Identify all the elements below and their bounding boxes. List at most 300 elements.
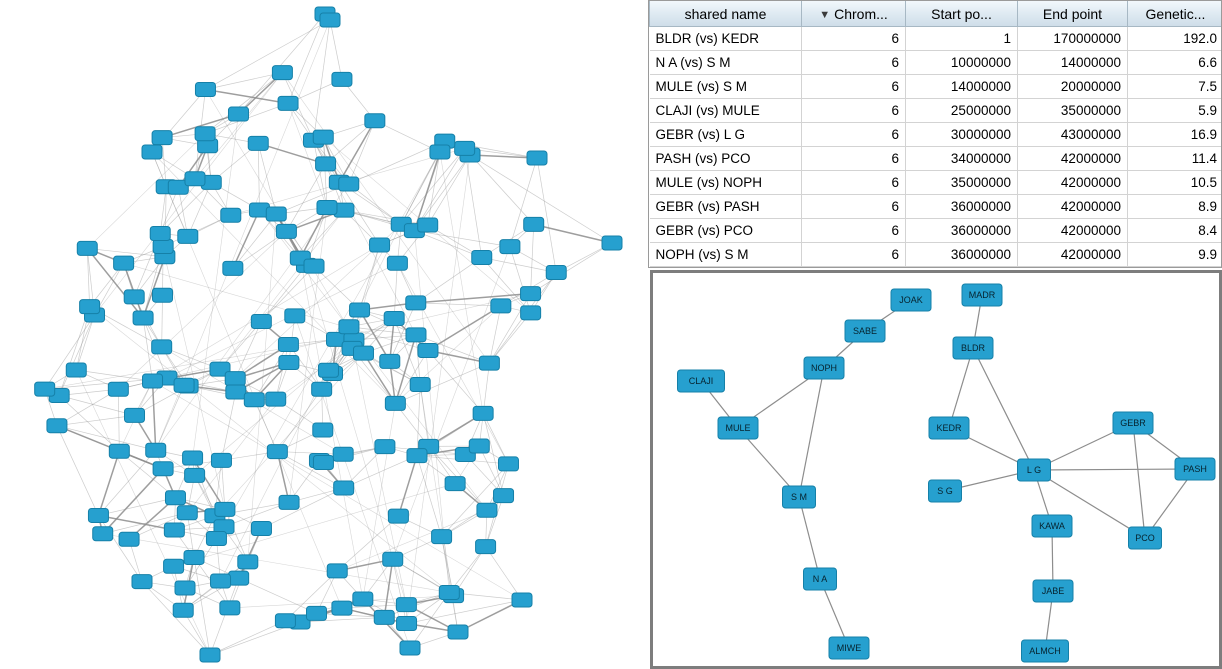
network-node-153[interactable] (77, 241, 97, 255)
table-cell-chromosome[interactable]: 6 (802, 147, 906, 171)
network-node-66[interactable] (114, 256, 134, 270)
network-node-33[interactable] (455, 141, 475, 155)
network-edge (428, 155, 470, 225)
table-cell-start_point[interactable]: 30000000 (906, 123, 1018, 147)
network-edge (57, 415, 135, 425)
network-node-65[interactable] (473, 406, 493, 420)
svg-text:N A: N A (812, 573, 828, 584)
network-node-21[interactable] (119, 532, 139, 546)
network-edge (384, 559, 392, 617)
table-cell-genetic[interactable]: 192.0 (1128, 27, 1222, 51)
network-edge (349, 121, 375, 184)
network-node-88[interactable] (385, 396, 405, 410)
network-node-82[interactable] (313, 455, 333, 469)
network-edge (799, 368, 824, 497)
sub-network-nodes[interactable] (678, 284, 1216, 662)
network-node-91[interactable] (332, 72, 352, 86)
table-row[interactable] (650, 75, 1222, 99)
column-header-shared-name[interactable] (650, 1, 802, 27)
network-node-n-a[interactable] (804, 568, 837, 590)
network-node-106[interactable] (318, 363, 338, 377)
network-edge (407, 600, 522, 624)
table-cell-genetic[interactable]: 6.6 (1128, 51, 1222, 75)
table-cell-end_point[interactable]: 43000000 (1018, 123, 1128, 147)
network-node-71[interactable] (266, 392, 286, 406)
sub-network-canvas[interactable] (653, 273, 1219, 666)
network-node-121[interactable] (521, 287, 541, 301)
network-node-143[interactable] (524, 217, 544, 231)
network-node-87[interactable] (164, 523, 184, 537)
svg-text:BLDR: BLDR (960, 342, 986, 353)
table-body[interactable] (650, 27, 1222, 267)
network-node-117[interactable] (195, 82, 215, 96)
table-cell-start_point[interactable]: 25000000 (906, 99, 1018, 123)
svg-text:PCO: PCO (1135, 532, 1155, 543)
table-cell-genetic[interactable]: 9.9 (1128, 243, 1222, 267)
svg-text:JOAK: JOAK (899, 294, 923, 305)
network-edge (98, 498, 175, 516)
network-node-10[interactable] (512, 593, 532, 607)
table-cell-shared_name[interactable]: GEBR (vs) PCO (650, 219, 802, 243)
network-node-74[interactable] (312, 382, 332, 396)
network-node-67[interactable] (375, 440, 395, 454)
network-node-133[interactable] (306, 606, 326, 620)
network-node-48[interactable] (275, 614, 295, 628)
svg-text:JABE: JABE (1041, 585, 1065, 596)
table-cell-chromosome[interactable]: 6 (802, 27, 906, 51)
network-node-27[interactable] (374, 610, 394, 624)
svg-text:KAWA: KAWA (1039, 520, 1065, 531)
network-node-138[interactable] (278, 96, 298, 110)
network-edge (288, 14, 325, 103)
network-node-131[interactable] (406, 328, 426, 342)
network-node-137[interactable] (178, 229, 198, 243)
network-node-49[interactable] (88, 508, 108, 522)
network-node-57[interactable] (47, 419, 67, 433)
network-node-almch[interactable] (1022, 640, 1069, 662)
network-node-madr[interactable] (962, 284, 1002, 306)
table-cell-genetic[interactable]: 16.9 (1128, 123, 1222, 147)
network-node-pco[interactable] (1129, 527, 1162, 549)
table-cell-shared_name[interactable]: PASH (vs) PCO (650, 147, 802, 171)
network-node-gebr[interactable] (1113, 412, 1153, 434)
network-node-jabe[interactable] (1033, 580, 1073, 602)
network-node-127[interactable] (272, 66, 292, 80)
table-cell-end_point[interactable]: 14000000 (1018, 51, 1128, 75)
sub-network-view[interactable] (650, 270, 1222, 669)
network-node-108[interactable] (220, 601, 240, 615)
network-node-96[interactable] (228, 107, 248, 121)
network-edge (118, 389, 119, 451)
network-edge (57, 426, 156, 451)
network-node-135[interactable] (80, 300, 100, 314)
network-node-95[interactable] (278, 337, 298, 351)
svg-text:L G: L G (1026, 464, 1042, 475)
column-header-chromosome[interactable] (802, 1, 906, 27)
network-node-136[interactable] (93, 527, 113, 541)
network-node-38[interactable] (185, 468, 205, 482)
network-edge (398, 456, 417, 516)
network-edge (973, 348, 1034, 470)
network-node-22[interactable] (153, 288, 173, 302)
network-edge (205, 73, 282, 134)
table-header-row (650, 1, 1222, 27)
network-node-noph[interactable] (804, 357, 844, 379)
network-edge (416, 257, 482, 302)
network-edge (489, 313, 530, 363)
table-cell-shared_name[interactable]: N A (vs) S M (650, 51, 802, 75)
network-nodes[interactable] (35, 7, 622, 662)
network-node-s-g[interactable] (929, 480, 962, 502)
network-node-80[interactable] (370, 238, 390, 252)
network-node-47[interactable] (108, 382, 128, 396)
network-edge (59, 396, 119, 452)
network-edge (534, 224, 612, 243)
network-node-142[interactable] (185, 172, 205, 186)
svg-text:NOPH: NOPH (810, 362, 838, 373)
network-edge (210, 578, 239, 655)
table-cell-start_point[interactable]: 10000000 (906, 51, 1018, 75)
network-edge (799, 497, 820, 579)
network-edge (313, 20, 330, 140)
network-node-69[interactable] (477, 503, 497, 517)
network-node-129[interactable] (35, 382, 55, 396)
svg-text:PASH: PASH (1183, 463, 1207, 474)
network-node-126[interactable] (143, 374, 163, 388)
network-node-114[interactable] (173, 603, 193, 617)
table-row[interactable] (650, 171, 1222, 195)
table-cell-shared_name[interactable]: BLDR (vs) KEDR (650, 27, 802, 51)
network-node-110[interactable] (211, 453, 231, 467)
network-node-102[interactable] (432, 530, 452, 544)
network-node-83[interactable] (316, 157, 336, 171)
network-edge (344, 456, 417, 488)
network-node-104[interactable] (153, 239, 173, 253)
table-cell-chromosome[interactable]: 6 (802, 171, 906, 195)
network-node-123[interactable] (469, 439, 489, 453)
network-node-122[interactable] (397, 617, 417, 631)
network-edge (1133, 423, 1145, 538)
network-node-46[interactable] (125, 408, 145, 422)
network-node-116[interactable] (150, 227, 170, 241)
network-edge (337, 510, 487, 571)
network-node-kawa[interactable] (1032, 515, 1072, 537)
network-edge (103, 469, 163, 534)
network-node-19[interactable] (223, 261, 243, 275)
network-node-8[interactable] (448, 625, 468, 639)
network-node-2[interactable] (142, 145, 162, 159)
table-cell-shared_name[interactable]: NOPH (vs) S M (650, 243, 802, 267)
network-node-90[interactable] (124, 290, 144, 304)
network-node-115[interactable] (491, 299, 511, 313)
network-node-claji[interactable] (678, 370, 725, 392)
filter-icon[interactable]: ▼ (819, 8, 831, 21)
network-node-157[interactable] (479, 356, 499, 370)
table-cell-start_point[interactable]: 34000000 (906, 147, 1018, 171)
network-node-24[interactable] (238, 555, 258, 569)
network-node-kedr[interactable] (929, 417, 969, 439)
network-node-94[interactable] (327, 564, 347, 578)
table-cell-chromosome[interactable]: 6 (802, 75, 906, 99)
table-cell-start_point[interactable]: 36000000 (906, 219, 1018, 243)
network-node-154[interactable] (266, 207, 286, 221)
network-node-6[interactable] (200, 648, 220, 662)
svg-text:MULE: MULE (725, 422, 751, 433)
network-edge (248, 214, 276, 562)
network-edge (489, 306, 500, 363)
network-edge (98, 451, 119, 515)
network-node-15[interactable] (133, 311, 153, 325)
network-node-151[interactable] (339, 177, 359, 191)
network-node-145[interactable] (387, 256, 407, 270)
table-cell-shared_name[interactable]: GEBR (vs) PASH (650, 195, 802, 219)
network-edge (394, 263, 397, 318)
table-cell-chromosome[interactable]: 6 (802, 195, 906, 219)
network-edge (1034, 469, 1195, 470)
table-cell-end_point[interactable]: 170000000 (1018, 27, 1128, 51)
network-node-86[interactable] (267, 445, 287, 459)
network-edge (417, 456, 442, 537)
table-cell-genetic[interactable]: 11.4 (1128, 147, 1222, 171)
genomic-regions-table-panel[interactable] (648, 0, 1222, 268)
network-node-149[interactable] (195, 127, 215, 141)
network-node-107[interactable] (164, 559, 184, 573)
table-cell-genetic[interactable]: 8.9 (1128, 195, 1222, 219)
network-node-11[interactable] (175, 581, 195, 595)
network-edge (486, 547, 522, 600)
network-edge (162, 295, 163, 347)
column-header-start-point[interactable] (906, 1, 1018, 27)
table-cell-end_point[interactable]: 42000000 (1018, 147, 1128, 171)
network-node-92[interactable] (229, 571, 249, 585)
network-node-77[interactable] (445, 477, 465, 491)
network-node-37[interactable] (383, 552, 403, 566)
sub-network-edges (701, 295, 1195, 651)
network-node-mule[interactable] (718, 417, 758, 439)
column-header-label: End point (1042, 5, 1103, 22)
network-node-147[interactable] (211, 574, 231, 588)
network-node-113[interactable] (153, 462, 173, 476)
table-row[interactable] (650, 195, 1222, 219)
svg-text:S M: S M (790, 491, 808, 502)
table-row[interactable] (650, 123, 1222, 147)
svg-text:SABE: SABE (852, 325, 878, 336)
table-cell-genetic[interactable]: 5.9 (1128, 99, 1222, 123)
table-cell-start_point[interactable]: 36000000 (906, 243, 1018, 267)
column-header-genetic[interactable] (1128, 1, 1222, 27)
network-node-155[interactable] (498, 457, 518, 471)
network-node-5[interactable] (602, 236, 622, 250)
network-node-joak[interactable] (891, 289, 931, 311)
table-cell-end_point[interactable]: 20000000 (1018, 75, 1128, 99)
table-cell-end_point[interactable]: 42000000 (1018, 243, 1128, 267)
network-node-119[interactable] (546, 266, 566, 280)
network-edge (45, 315, 95, 389)
network-edge (57, 426, 99, 516)
network-node-pash[interactable] (1175, 458, 1215, 480)
network-node-50[interactable] (251, 315, 271, 329)
network-node-14[interactable] (66, 363, 86, 377)
network-node-125[interactable] (380, 354, 400, 368)
network-node-30[interactable] (279, 356, 299, 370)
svg-text:MIWE: MIWE (836, 642, 862, 653)
network-node-118[interactable] (206, 532, 226, 546)
network-node-60[interactable] (384, 311, 404, 325)
column-header-end-point[interactable] (1018, 1, 1128, 27)
table-cell-shared_name[interactable]: CLAJI (vs) MULE (650, 99, 802, 123)
network-edge (414, 231, 509, 247)
network-node-26[interactable] (251, 522, 271, 536)
network-node-51[interactable] (350, 303, 370, 317)
table-cell-chromosome[interactable]: 6 (802, 99, 906, 123)
network-node-62[interactable] (248, 136, 268, 150)
network-node-120[interactable] (215, 502, 235, 516)
network-node-42[interactable] (472, 250, 492, 264)
network-node-159[interactable] (109, 444, 129, 458)
table-cell-chromosome[interactable]: 6 (802, 51, 906, 75)
network-node-36[interactable] (276, 224, 296, 238)
network-edge (143, 257, 165, 318)
network-node-35[interactable] (410, 378, 430, 392)
network-node-44[interactable] (339, 320, 359, 334)
network-node-109[interactable] (430, 145, 450, 159)
table-cell-shared_name[interactable]: MULE (vs) S M (650, 75, 802, 99)
network-node-sabe[interactable] (845, 320, 885, 342)
table-row[interactable] (650, 27, 1222, 51)
table-cell-end_point[interactable]: 42000000 (1018, 219, 1128, 243)
network-node-140[interactable] (304, 259, 324, 273)
network-node-7[interactable] (400, 641, 420, 655)
table-cell-end_point[interactable]: 42000000 (1018, 195, 1128, 219)
column-header-label: shared name (684, 5, 767, 22)
network-node-59[interactable] (146, 443, 166, 457)
network-node-miwe[interactable] (829, 637, 869, 659)
table-cell-start_point[interactable]: 14000000 (906, 75, 1018, 99)
network-node-64[interactable] (165, 491, 185, 505)
network-node-148[interactable] (317, 200, 337, 214)
table-cell-shared_name[interactable]: GEBR (vs) L G (650, 123, 802, 147)
network-edge (98, 450, 155, 515)
table-cell-end_point[interactable]: 35000000 (1018, 99, 1128, 123)
table-cell-chromosome[interactable]: 6 (802, 243, 906, 267)
svg-text:ALMCH: ALMCH (1029, 645, 1061, 656)
network-edge (153, 245, 380, 381)
network-node-75[interactable] (476, 540, 496, 554)
table-cell-start_point[interactable]: 36000000 (906, 195, 1018, 219)
network-node-73[interactable] (313, 423, 333, 437)
svg-text:KEDR: KEDR (936, 422, 962, 433)
svg-text:S G: S G (937, 485, 953, 496)
network-node-63[interactable] (225, 372, 245, 386)
network-node-158[interactable] (353, 592, 373, 606)
table-row[interactable] (650, 147, 1222, 171)
network-edge (440, 152, 483, 413)
network-node-56[interactable] (132, 575, 152, 589)
network-node-20[interactable] (365, 114, 385, 128)
network-node-41[interactable] (152, 131, 172, 145)
network-edge (531, 224, 534, 293)
genomic-regions-table[interactable] (649, 1, 1222, 267)
network-edge (949, 348, 973, 428)
network-node-bldr[interactable] (953, 337, 993, 359)
table-cell-genetic[interactable]: 8.4 (1128, 219, 1222, 243)
svg-text:CLAJI: CLAJI (688, 375, 714, 386)
network-node-150[interactable] (353, 346, 373, 360)
network-edge (395, 363, 489, 403)
table-row[interactable] (650, 99, 1222, 123)
column-header-label: Genetic... (1145, 5, 1206, 22)
network-node-12[interactable] (332, 601, 352, 615)
network-edge (258, 143, 259, 210)
network-node-29[interactable] (406, 296, 426, 310)
network-node-130[interactable] (418, 218, 438, 232)
network-node-139[interactable] (183, 451, 203, 465)
network-edge (221, 392, 235, 460)
network-edge (205, 89, 288, 103)
table-row[interactable] (650, 219, 1222, 243)
table-cell-genetic[interactable]: 7.5 (1128, 75, 1222, 99)
network-node-132[interactable] (521, 306, 541, 320)
network-node-43[interactable] (500, 240, 520, 254)
table-cell-genetic[interactable]: 10.5 (1128, 171, 1222, 195)
network-edge (59, 396, 134, 416)
table-row[interactable] (650, 51, 1222, 75)
network-edge (76, 315, 94, 370)
network-node-85[interactable] (152, 340, 172, 354)
network-edge (401, 148, 464, 224)
network-node-112[interactable] (388, 509, 408, 523)
network-node-152[interactable] (407, 449, 427, 463)
network-edge (537, 158, 556, 273)
network-node-4[interactable] (527, 151, 547, 165)
table-cell-start_point[interactable]: 1 (906, 27, 1018, 51)
network-node-81[interactable] (313, 130, 333, 144)
network-edge (205, 20, 330, 89)
network-edge (276, 344, 289, 399)
network-node-98[interactable] (439, 585, 459, 599)
column-header-label: Start po... (931, 5, 992, 22)
network-edge (210, 621, 285, 655)
network-edge (531, 243, 612, 294)
table-cell-shared_name[interactable]: MULE (vs) NOPH (650, 171, 802, 195)
table-cell-end_point[interactable]: 42000000 (1018, 171, 1128, 195)
network-node-89[interactable] (226, 385, 246, 399)
network-edge (330, 20, 342, 79)
network-node-1[interactable] (320, 13, 340, 27)
network-edge (393, 559, 407, 623)
table-cell-chromosome[interactable]: 6 (802, 123, 906, 147)
network-node-l-g[interactable] (1018, 459, 1051, 481)
table-cell-chromosome[interactable]: 6 (802, 219, 906, 243)
network-node-78[interactable] (333, 447, 353, 461)
network-node-76[interactable] (174, 378, 194, 392)
network-node-99[interactable] (396, 598, 416, 612)
network-node-28[interactable] (494, 489, 514, 503)
table-row[interactable] (650, 243, 1222, 267)
network-node-39[interactable] (184, 550, 204, 564)
network-node-141[interactable] (285, 309, 305, 323)
network-node-134[interactable] (244, 393, 264, 407)
network-node-54[interactable] (279, 495, 299, 509)
svg-text:GEBR: GEBR (1120, 417, 1146, 428)
network-node-s-m[interactable] (783, 486, 816, 508)
svg-text:MADR: MADR (968, 289, 996, 300)
network-node-100[interactable] (221, 208, 241, 222)
table-cell-start_point[interactable]: 35000000 (906, 171, 1018, 195)
network-node-105[interactable] (418, 344, 438, 358)
network-node-156[interactable] (177, 506, 197, 520)
network-node-146[interactable] (334, 481, 354, 495)
